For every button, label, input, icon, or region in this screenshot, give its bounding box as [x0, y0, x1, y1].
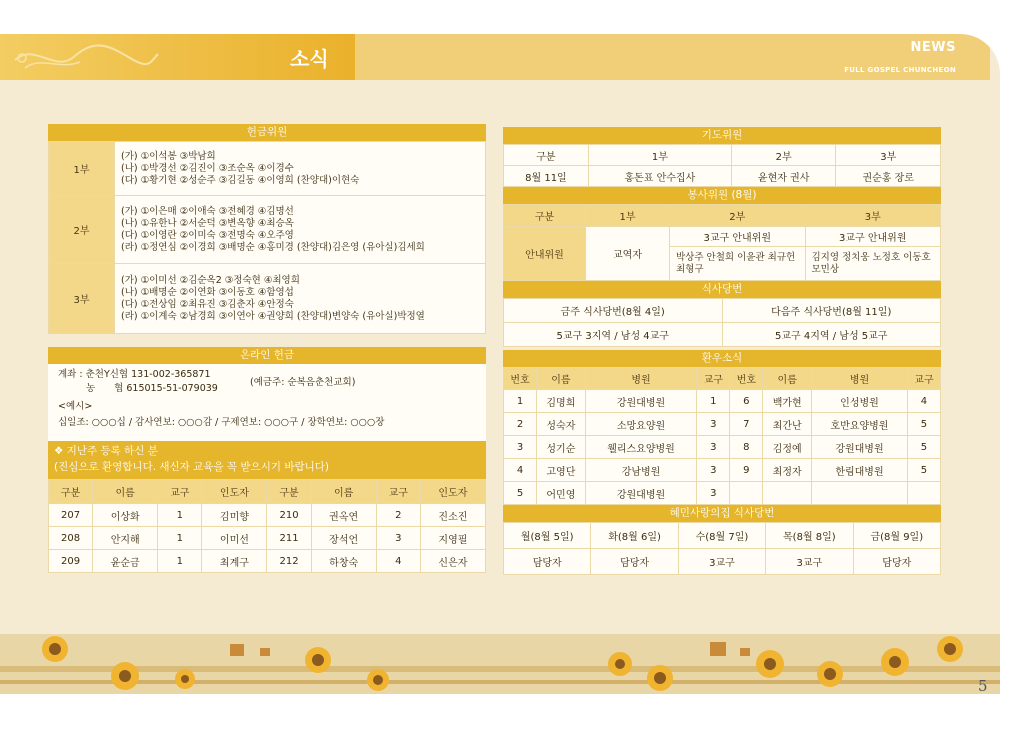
table-cell: 5 — [907, 459, 940, 482]
header-cell: 이름 — [93, 480, 158, 504]
table-cell: 4 — [504, 459, 537, 482]
table-cell: 최정자 — [763, 459, 812, 482]
table-cell: 강원대병원 — [585, 482, 697, 505]
header-cell: 교구 — [158, 480, 202, 504]
prayer-title: 기도위원 — [503, 127, 941, 144]
table-row — [504, 459, 941, 482]
table-row — [49, 550, 486, 573]
table-row — [504, 166, 941, 187]
table-cell: 백가현 — [763, 390, 812, 413]
table-cell: 한림대병원 — [812, 459, 908, 482]
header-cell: 구분 — [49, 480, 93, 504]
table-cell — [812, 482, 908, 505]
table-cell: 8월 11일 — [504, 166, 589, 187]
table-cell: 호반요양병원 — [812, 413, 908, 436]
table-cell: 7 — [730, 413, 763, 436]
table-cell: 210 — [267, 504, 311, 527]
patients-table — [503, 367, 941, 505]
header-cell: 이름 — [763, 368, 812, 390]
header-cell: 구분 — [267, 480, 311, 504]
account-line: 농 협 615015-51-079039 — [86, 383, 218, 394]
page-number: 5 — [978, 677, 988, 695]
service-label: 1부 — [49, 142, 115, 196]
table-cell: 208 — [49, 527, 93, 550]
table-cell: 5교구 4지역 / 남성 5교구 — [722, 323, 941, 347]
offering-table — [48, 141, 486, 334]
table-cell: 진소진 — [420, 504, 485, 527]
member-line: (다) ①이영란 ②이미숙 ③전명숙 ④오주영 — [121, 229, 294, 241]
table-cell: 신은자 — [420, 550, 485, 573]
table-cell: 5 — [907, 413, 940, 436]
header-cell: 인도자 — [420, 480, 485, 504]
table-header-row — [504, 205, 941, 227]
header-cell: 2부 — [670, 205, 806, 227]
header-cell: 병원 — [585, 368, 697, 390]
table-row — [504, 482, 941, 505]
table-cell: 강남병원 — [585, 459, 697, 482]
table-cell: 김지영 정치웅 노정호 이동호 모민상 — [805, 247, 941, 281]
hyemin-table — [503, 522, 941, 575]
newcomers-table — [48, 479, 486, 573]
offering-title: 헌금위원 — [48, 124, 486, 141]
offering-row — [49, 264, 486, 334]
member-line: (다) ①황기현 ②성순주 ③김길동 ④이영희 (찬양대)이현숙 — [121, 174, 360, 186]
table-cell: 김정예 — [763, 436, 812, 459]
table-cell: 209 — [49, 550, 93, 573]
sunflower-icon — [0, 604, 1000, 694]
header-banner — [0, 34, 355, 80]
service-label: 2부 — [49, 196, 115, 264]
news-label: NEWS — [910, 40, 956, 55]
header-cell: 이름 — [537, 368, 586, 390]
header-cell: 병원 — [812, 368, 908, 390]
table-header-row — [504, 145, 941, 166]
online-details — [48, 364, 486, 447]
patients-title: 환우소식 — [503, 350, 941, 367]
day-cell: 월(8월 5일) — [504, 523, 591, 549]
newcomers-banner — [48, 441, 486, 479]
table-row — [49, 527, 486, 550]
table-cell: 2 — [376, 504, 420, 527]
table-cell: 최간난 — [763, 413, 812, 436]
header-cell: 이름 — [311, 480, 376, 504]
table-cell: 하창숙 — [311, 550, 376, 573]
meal-table — [503, 298, 941, 347]
table-cell: 교역자 — [586, 227, 670, 281]
header-strip — [355, 34, 990, 80]
table-cell: 성기순 — [537, 436, 586, 459]
table-cell: 강원대병원 — [585, 390, 697, 413]
service-label: 3부 — [49, 264, 115, 334]
table-cell: 장석언 — [311, 527, 376, 550]
table-header-row — [504, 523, 941, 549]
table-cell: 3교구 안내위원 — [805, 227, 941, 247]
prayer-table — [503, 144, 941, 187]
day-cell: 금(8월 9일) — [853, 523, 940, 549]
online-offering-section — [48, 347, 486, 447]
account-line: 계좌 : 춘천Y신협 131-002-365871 — [58, 369, 211, 380]
table-cell: 성숙자 — [537, 413, 586, 436]
table-row — [504, 323, 941, 347]
table-cell: 이상화 — [93, 504, 158, 527]
page-background — [0, 34, 1000, 694]
day-cell: 화(8월 6일) — [591, 523, 678, 549]
table-row — [49, 504, 486, 527]
header-cell: 구분 — [504, 205, 586, 227]
ornament-swirl-icon — [10, 40, 160, 76]
account-holder: (예금주: 순복음춘천교회) — [250, 377, 356, 388]
table-cell: 1 — [697, 390, 730, 413]
table-row — [504, 390, 941, 413]
table-cell — [730, 482, 763, 505]
header-cell: 3부 — [805, 205, 941, 227]
table-cell: 인성병원 — [812, 390, 908, 413]
duty-cell: 담당자 — [504, 549, 591, 575]
table-cell: 6 — [730, 390, 763, 413]
offering-members — [115, 196, 486, 264]
table-cell: 김명희 — [537, 390, 586, 413]
member-line: (다) ①전상임 ②최유진 ③김춘자 ④안정숙 — [121, 298, 294, 310]
member-line: (나) ①유한나 ②서순덕 ③변옥향 ④최승옥 — [121, 217, 294, 229]
table-header-row — [49, 480, 486, 504]
table-cell — [763, 482, 812, 505]
member-line: (나) ①배명순 ②이연화 ③이동호 ④함영섭 — [121, 286, 294, 298]
table-cell: 3 — [697, 436, 730, 459]
row-label: 안내위원 — [504, 227, 586, 281]
table-cell: 어민영 — [537, 482, 586, 505]
online-title: 온라인 헌금 — [48, 347, 486, 364]
service-table — [503, 204, 941, 281]
offering-members — [115, 142, 486, 196]
table-cell: 3 — [504, 436, 537, 459]
service-title: 봉사위원 (8월) — [503, 187, 941, 204]
member-line: (가) ①이석봉 ③박남희 — [121, 150, 216, 162]
table-cell: 지영필 — [420, 527, 485, 550]
table-cell: 4 — [376, 550, 420, 573]
duty-cell: 3교구 — [678, 549, 765, 575]
table-cell: 권옥연 — [311, 504, 376, 527]
header-cell: 1부 — [588, 145, 731, 166]
table-cell: 금주 식사당번(8월 4일) — [504, 299, 723, 323]
duty-cell: 담당자 — [591, 549, 678, 575]
table-cell: 다음주 식사당번(8월 11일) — [722, 299, 941, 323]
table-cell: 207 — [49, 504, 93, 527]
header-cell: 인도자 — [202, 480, 267, 504]
meal-title: 식사당번 — [503, 281, 941, 298]
table-cell: 안지해 — [93, 527, 158, 550]
table-cell: 4 — [907, 390, 940, 413]
table-cell: 3교구 안내위원 — [670, 227, 806, 247]
header-cell: 번호 — [730, 368, 763, 390]
sunflower-field-illustration — [0, 604, 1000, 694]
table-cell: 212 — [267, 550, 311, 573]
member-line: (라) ①이계숙 ②남경희 ③이연아 ④권양희 (찬양대)변양숙 (유아실)박정열 — [121, 310, 425, 322]
table-cell: 2 — [504, 413, 537, 436]
header-cell: 1부 — [586, 205, 670, 227]
table-cell: 강원대병원 — [812, 436, 908, 459]
hyemin-title: 혜민사랑의집 식사당번 — [503, 505, 941, 522]
header-cell: 구분 — [504, 145, 589, 166]
duty-cell: 담당자 — [853, 549, 940, 575]
table-cell: 5 — [504, 482, 537, 505]
newcomers-section — [48, 441, 486, 573]
table-cell: 박상주 안철희 이윤관 최규헌 최형구 — [670, 247, 806, 281]
day-cell: 목(8월 8일) — [766, 523, 853, 549]
table-cell: 5교구 3지역 / 남성 4교구 — [504, 323, 723, 347]
table-cell: 3 — [697, 482, 730, 505]
right-column — [503, 127, 941, 575]
header-cell: 교구 — [697, 368, 730, 390]
duty-cell: 3교구 — [766, 549, 853, 575]
header-cell: 2부 — [731, 145, 836, 166]
example-text: 십일조: ○○○십 / 감사연보: ○○○감 / 구제연보: ○○○구 / 장학연보: ○○○장 — [58, 417, 385, 428]
table-cell: 소망요양원 — [585, 413, 697, 436]
table-cell: 1 — [158, 504, 202, 527]
offering-row — [49, 142, 486, 196]
table-cell — [907, 482, 940, 505]
table-row — [504, 413, 941, 436]
table-cell: 홍돈표 안수집사 — [588, 166, 731, 187]
table-cell: 3 — [697, 413, 730, 436]
table-cell: 1 — [158, 527, 202, 550]
newcomers-subtitle: (진심으로 환영합니다. 새신자 교육을 꼭 받으시기 바랍니다) — [54, 461, 329, 473]
table-cell: 8 — [730, 436, 763, 459]
table-cell: 웰리스요양병원 — [585, 436, 697, 459]
member-line: (가) ①이은매 ②이애숙 ③전혜경 ④김명선 — [121, 205, 294, 217]
member-line: (가) ①이미선 ②김순옥2 ③정숙현 ④최영희 — [121, 274, 300, 286]
table-cell: 이미선 — [202, 527, 267, 550]
table-cell: 윤순금 — [93, 550, 158, 573]
table-row — [504, 549, 941, 575]
table-row — [504, 436, 941, 459]
table-header-row — [504, 368, 941, 390]
table-cell: 211 — [267, 527, 311, 550]
header-cell: 번호 — [504, 368, 537, 390]
table-cell: 5 — [907, 436, 940, 459]
table-row — [504, 227, 941, 247]
offering-row — [49, 196, 486, 264]
table-cell: 권순홍 장로 — [836, 166, 941, 187]
newcomers-title: ❖ 지난주 등록 하신 분 — [54, 445, 158, 457]
table-row — [504, 299, 941, 323]
header-cell: 3부 — [836, 145, 941, 166]
church-name: FULL GOSPEL CHUNCHEON — [844, 66, 956, 74]
page-title: 소식 — [290, 47, 329, 71]
table-cell: 1 — [158, 550, 202, 573]
table-cell: 최계구 — [202, 550, 267, 573]
table-cell: 1 — [504, 390, 537, 413]
offering-members — [115, 264, 486, 334]
member-line: (라) ①정연심 ②이경희 ③배명순 ④홍미경 (찬양대)김은영 (유아실)김세희 — [121, 241, 425, 253]
day-cell: 수(8월 7일) — [678, 523, 765, 549]
table-cell: 9 — [730, 459, 763, 482]
member-line: (나) ①박경선 ②김진이 ③조순옥 ④이경수 — [121, 162, 294, 174]
table-cell: 김미향 — [202, 504, 267, 527]
example-label: <예시> — [58, 401, 93, 412]
table-cell: 고영단 — [537, 459, 586, 482]
table-cell: 윤현자 권사 — [731, 166, 836, 187]
header-cell: 교구 — [376, 480, 420, 504]
header-cell: 교구 — [907, 368, 940, 390]
table-cell: 3 — [376, 527, 420, 550]
table-cell: 3 — [697, 459, 730, 482]
offering-section — [48, 124, 486, 334]
